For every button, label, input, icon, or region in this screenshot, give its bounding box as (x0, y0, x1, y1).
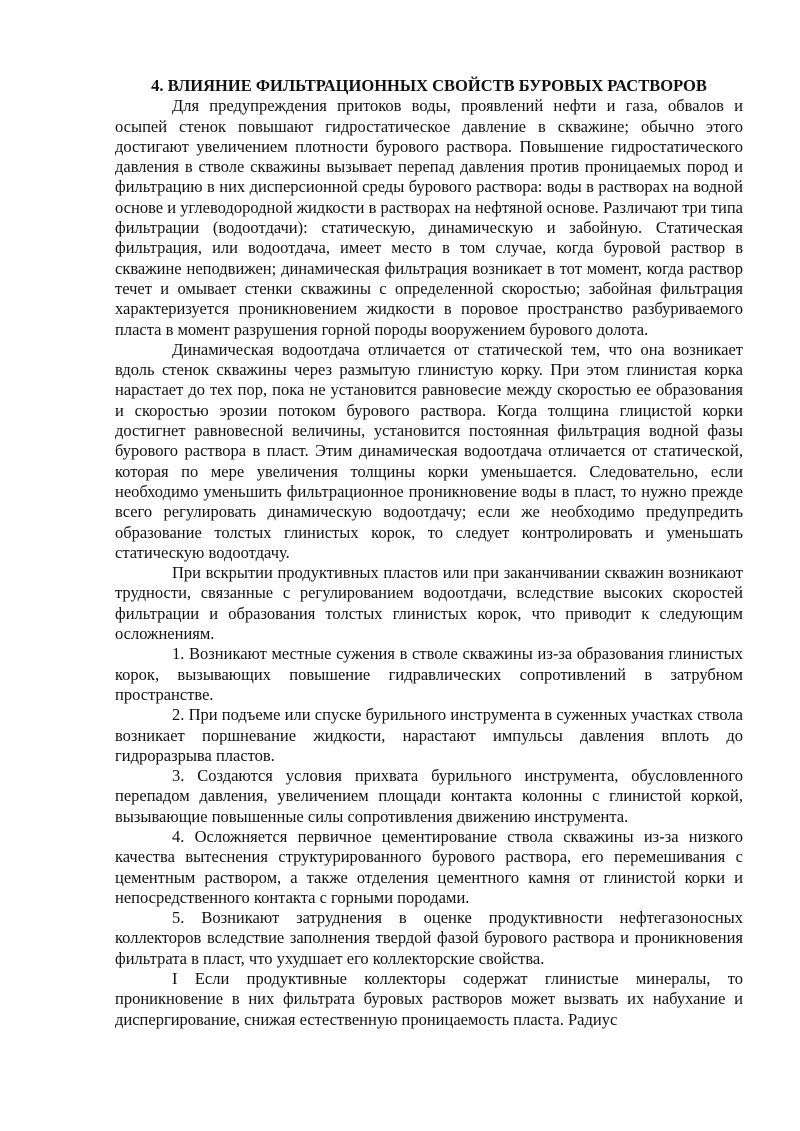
paragraph-intro: Для предупреждения притоков воды, проявлений нефти и газа, обвалов и осыпей стенок повышают гидростатическое давление в скважине; обычно этого достигают увеличением плотности бурового раствора. Повышение гидростатического давления в стволе скважины вызывает перепад давления против проницаемых пород и фильтрацию в них дисперсионной среды бурового раствора: воды в растворах на водной основе и углеводородной жидкости в растворах на нефтяной основе. Различают три типа фильтрации (водоотдачи): статическую, динамическую и забойную. Статическая фильтрация, или водоотдача, имеет место в том случае, когда буровой раствор в скважине неподвижен; динамическая фильтрация возникает в тот момент, когда раствор течет и омывает стенки скважины с определенной скоростью; забойная фильтрация характеризуется проникновением жидкости в поровое пространство разбуриваемого пласта в момент разрушения горной породы вооружением бурового долота. (115, 96, 743, 339)
paragraph-complications-intro: При вскрытии продуктивных пластов или при заканчивании скважин возникают трудности, связанные с регулированием водоотдачи, вследствие высоких скоростей фильтрации и образования толстых глинистых корок, что приводит к следующим осложнениям. (115, 563, 743, 644)
list-item-5: 5. Возникают затруднения в оценке продуктивности нефтегазоносных коллекторов вследствие заполнения твердой фазой бурового раствора и проникновения фильтрата в пласт, что ухудшает его коллекторские свойства. (115, 908, 743, 968)
paragraph-clay-minerals: I Если продуктивные коллекторы содержат глинистые минералы, то проникновение в них фильтрата буровых растворов может вызвать их набухание и диспергирование, снижая естественную проницаемость пласта. Радиус (115, 969, 743, 1029)
list-item-2: 2. При подъеме или спуске бурильного инструмента в суженных участках ствола возникает поршневание жидкости, нарастают импульсы давления вплоть до гидроразрыва пластов. (115, 705, 743, 765)
list-item-3: 3. Создаются условия прихвата бурильного инструмента, обусловленного перепадом давления, увеличением площади контакта колонны с глинистой коркой, вызывающие повышенные силы сопротивления движению инструмента. (115, 766, 743, 826)
section-title: 4. ВЛИЯНИЕ ФИЛЬТРАЦИОННЫХ СВОЙСТВ БУРОВЫХ РАСТВОРОВ (151, 76, 707, 95)
list-item-1: 1. Возникают местные сужения в стволе скважины из-за образования глинистых корок, вызывающих повышение гидравлических сопротивлений в затрубном пространстве. (115, 644, 743, 704)
document-body (115, 76, 743, 1030)
paragraph-dynamic-filtration: Динамическая водоотдача отличается от статической тем, что она возникает вдоль стенок скважины через размытую глинистую корку. При этом глинистая корка нарастает до тех пор, пока не установится равновесие между скоростью ее образования и скоростью эрозии потоком бурового раствора. Когда толщина глицистой корки достигнет равновесной величины, установится постоянная фильтрация водной фазы бурового раствора в пласт. Этим динамическая водоотдача отличается от статической, которая по мере увеличения толщины корки уменьшается. Следовательно, если необходимо уменьшить фильтрационное проникновение воды в пласт, то нужно прежде всего регулировать динамическую водоотдачу; если же необходимо предупредить образование толстых глинистых корок, то следует контролировать и уменьшать статическую водоотдачу. (115, 339, 743, 562)
list-item-4: 4. Осложняется первичное цементирование ствола скважины из-за низкого качества вытеснения структурированного бурового раствора, его перемешивания с цементным раствором, а также отделения цементного камня от глинистой корки и непосредственного контакта с горными породами. (115, 826, 743, 907)
